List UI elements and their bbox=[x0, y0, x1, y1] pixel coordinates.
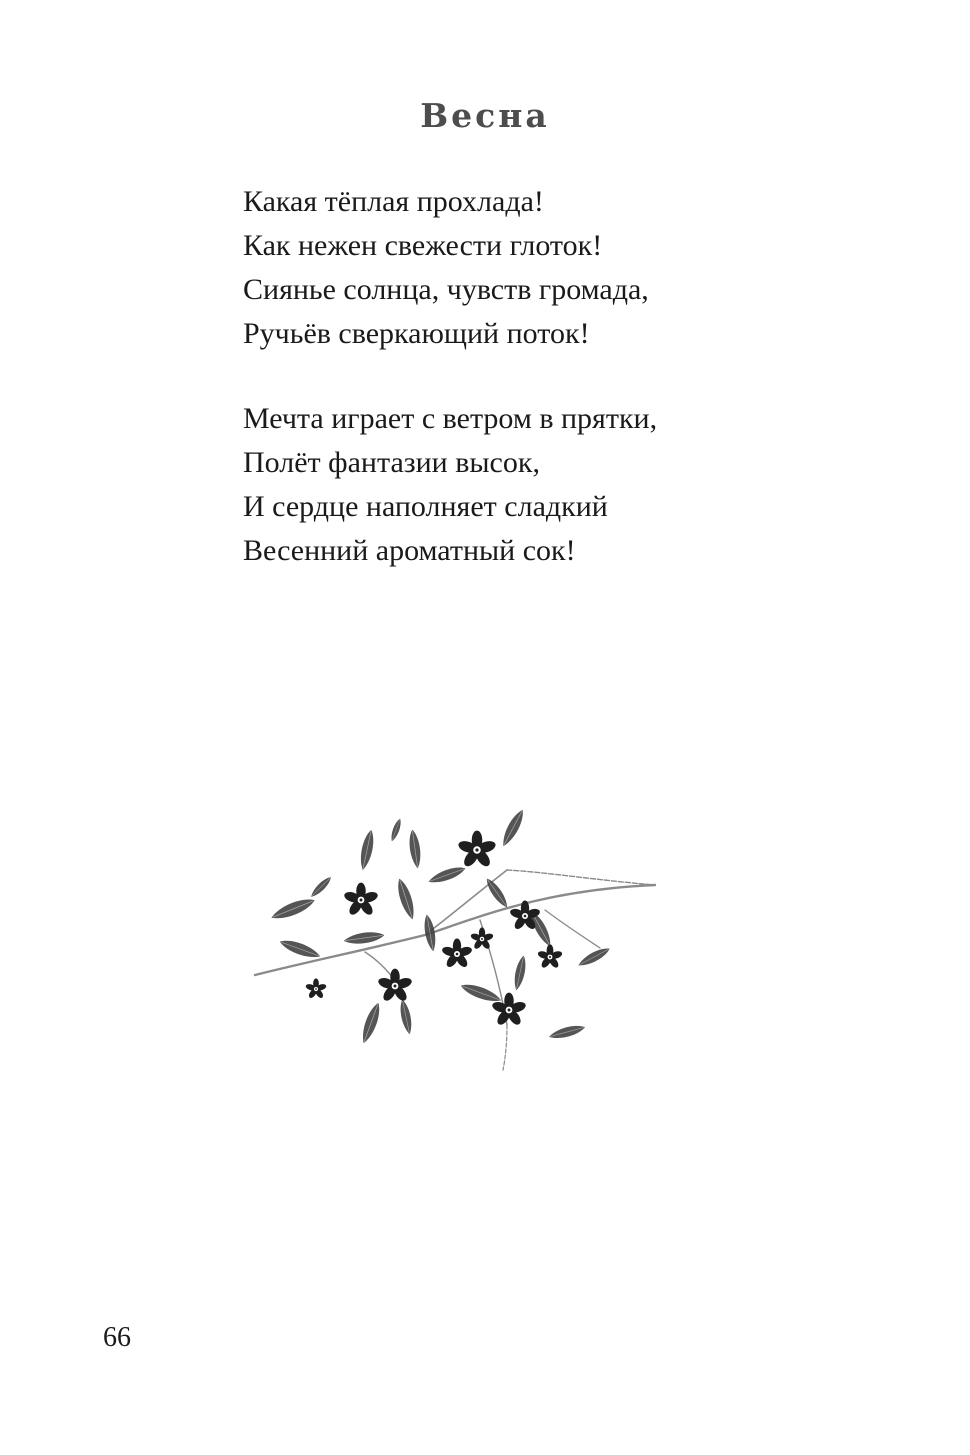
poem-line: И сердце наполняет сладкий bbox=[243, 490, 608, 523]
poem-title: Весна bbox=[420, 96, 550, 135]
blossom-branch-illustration bbox=[245, 790, 665, 1084]
poem-line: Мечта играет с ветром в прятки, bbox=[243, 402, 658, 435]
page-number: 66 bbox=[103, 1322, 131, 1353]
poem-line: Сиянье солнца, чувств громада, bbox=[243, 273, 649, 306]
stanza-1 bbox=[243, 180, 649, 356]
poem-line: Какая тёплая прохлада! bbox=[243, 185, 544, 218]
stanza-2 bbox=[243, 397, 657, 573]
poem-line: Полёт фантазии высок, bbox=[243, 446, 540, 479]
poem-line: Весенний ароматный сок! bbox=[243, 534, 576, 567]
poem-line: Как нежен свежести глоток! bbox=[243, 229, 603, 262]
blossom-branch-icon bbox=[245, 790, 665, 1080]
poem-line: Ручьёв сверкающий поток! bbox=[243, 317, 590, 350]
